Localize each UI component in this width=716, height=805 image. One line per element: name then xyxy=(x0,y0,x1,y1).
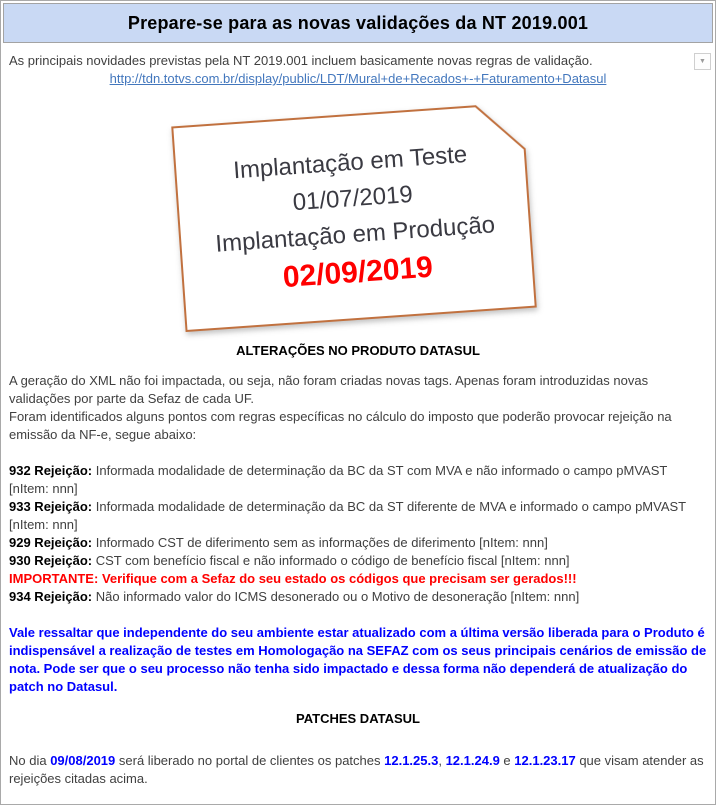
patch-version-1: 12.1.25.3 xyxy=(384,753,439,768)
warning-label: IMPORTANTE: xyxy=(9,571,99,586)
alteracoes-paragraph-1: A geração do XML não foi impactada, ou seja, não foram criadas novas tags. Apenas foram introduzidas novas validações por parte da Sefaz de cada UF. xyxy=(9,373,649,406)
advisory-paragraph: Vale ressaltar que independente do seu ambiente estar atualizado com a última versão liberada para o Produto é indispensável a realização de testes em Homologação na SEFAZ com os seus principais cenários de emissão de nota. Pode ser que o seu processo não tenha sido impactado e dessa forma não dependerá de atualização do patch no Datasul. xyxy=(9,625,707,694)
intro-section xyxy=(9,52,707,88)
rejection-list xyxy=(9,462,707,606)
tag-line-test-label: Implantação em Teste xyxy=(232,140,469,185)
release-date: 09/08/2019 xyxy=(50,753,116,768)
tag-test-date: 01/07/2019 xyxy=(291,180,414,217)
patches-separator-1: , xyxy=(438,753,446,768)
patch-version-3: 12.1.23.17 xyxy=(514,753,576,768)
schedule-tag-area xyxy=(9,88,707,340)
patches-text-suffix: que visam atender as rejeições citadas acima. xyxy=(9,753,704,786)
patches-paragraph xyxy=(9,752,707,788)
chevron-down-icon: ▼ xyxy=(699,58,706,65)
patches-separator-2: e xyxy=(499,753,515,768)
rejection-description: Informado CST de diferimento sem as informações de diferimento [nItem: nnn] xyxy=(95,535,548,550)
tdn-link[interactable]: http://tdn.totvs.com.br/display/public/LDT/Mural+de+Recados+-+Faturamento+Datasul xyxy=(109,71,607,86)
rejection-code-label: 929 Rejeição: xyxy=(9,535,93,550)
rejection-description: Não informado valor do ICMS desonerado ou o Motivo de desoneração [nItem: nnn] xyxy=(95,589,580,604)
tag-line-production-label: Implantação em Produção xyxy=(214,211,496,258)
intro-link-line xyxy=(9,70,707,88)
rejection-item-930 xyxy=(9,552,707,570)
rejection-code-label: 930 Rejeição: xyxy=(9,553,93,568)
patches-text-middle: será liberado no portal de clientes os patches xyxy=(115,753,385,768)
section-heading-alteracoes: ALTERAÇÕES NO PRODUTO DATASUL xyxy=(236,343,480,358)
alteracoes-paragraph-2: Foram identificados alguns pontos com regras específicas no cálculo do imposto que poderão provocar rejeição na emissão da NF-e, segue abaixo: xyxy=(9,409,672,442)
rejection-description: Informada modalidade de determinação da BC da ST diferente de MVA e informado o campo pMVAST [nItem: nnn] xyxy=(9,499,686,532)
warning-text: Verifique com a Sefaz do seu estado os códigos que precisam ser gerados!!! xyxy=(101,571,577,586)
rejection-code-label: 932 Rejeição: xyxy=(9,463,93,478)
dropdown-button[interactable] xyxy=(694,53,711,70)
title-banner xyxy=(3,3,713,43)
alteracoes-paragraphs xyxy=(9,372,707,444)
patches-text-prefix: No dia xyxy=(9,753,51,768)
page-title: Prepare-se para as novas validações da NT 2019.001 xyxy=(127,13,589,33)
tag-text xyxy=(171,102,537,332)
tag-production-date: 02/09/2019 xyxy=(281,250,434,295)
rejection-item-934 xyxy=(9,588,707,606)
rejection-item-929 xyxy=(9,534,707,552)
rejection-code-label: 933 Rejeição: xyxy=(9,499,93,514)
intro-text: As principais novidades previstas pela NT 2019.001 incluem basicamente novas regras de validação. xyxy=(9,53,593,68)
patch-version-2: 12.1.24.9 xyxy=(445,753,500,768)
schedule-tag xyxy=(171,102,537,332)
important-warning xyxy=(9,570,707,588)
rejection-item-932 xyxy=(9,462,707,498)
rejection-item-933 xyxy=(9,498,707,534)
rejection-code-label: 934 Rejeição: xyxy=(9,589,93,604)
notice-content xyxy=(1,52,715,788)
rejection-description: CST com benefício fiscal e não informado o código de benefício fiscal [nItem: nnn] xyxy=(95,553,570,568)
section-heading-patches: PATCHES DATASUL xyxy=(296,711,420,726)
rejection-description: Informada modalidade de determinação da BC da ST com MVA e não informado o campo pMVAST [nItem: nnn] xyxy=(9,463,668,496)
